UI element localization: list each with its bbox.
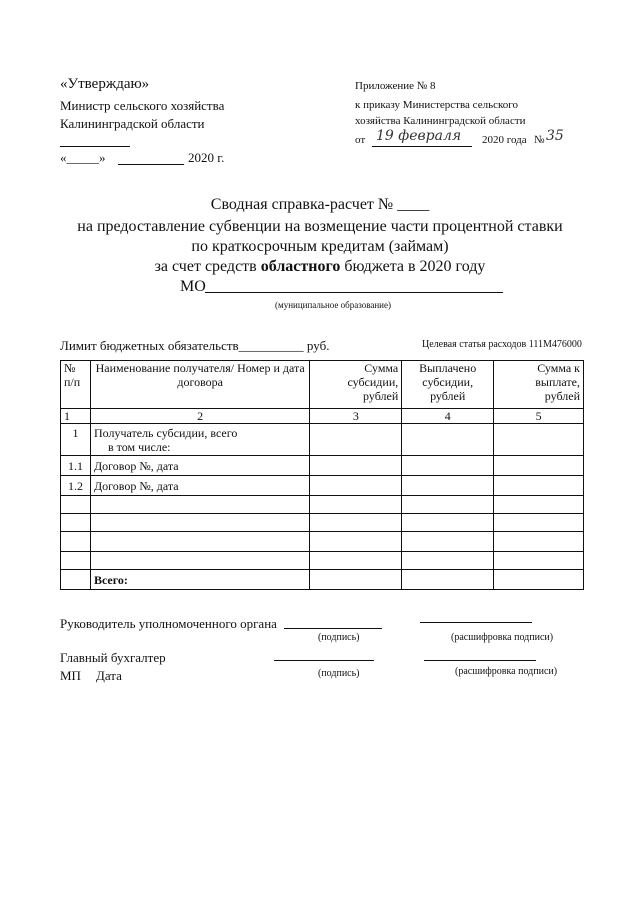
total-topay — [494, 570, 584, 590]
header-topay: Сумма к выплате, рублей — [494, 361, 584, 409]
appendix-date-line — [372, 146, 472, 147]
date-label: Дата — [96, 668, 122, 683]
table-row — [61, 514, 584, 532]
accountant-sign-line — [274, 660, 374, 661]
accountant-sign-caption: (подпись) — [318, 668, 360, 679]
approval-date-year: 2020 г. — [188, 150, 225, 165]
table-header-row — [61, 361, 584, 409]
appendix-number-label: № — [534, 134, 545, 146]
row-topay — [494, 424, 584, 456]
row-sum — [310, 476, 402, 496]
header-name: Наименование получателя/ Номер и дата договора — [90, 361, 309, 409]
mo-line — [205, 292, 503, 293]
limit-label: Лимит бюджетных обязательств__________ руб. — [60, 338, 330, 353]
row-num — [61, 532, 91, 552]
row-topay — [494, 532, 584, 552]
row-sum — [310, 532, 402, 552]
appendix-handwritten-number: 35 — [546, 128, 564, 144]
row-name: Договор №, дата — [90, 476, 309, 496]
approval-line2: Калининградской области — [60, 116, 205, 131]
mo-label: МО — [180, 278, 206, 295]
row-topay — [494, 476, 584, 496]
heading-line2: на предоставление субвенции на возмещение части процентной ставки — [77, 218, 563, 235]
heading-line3: по краткосрочным кредитам (займам) — [191, 238, 449, 255]
row-num — [61, 552, 91, 570]
colnum-3: 3 — [310, 409, 402, 424]
head-decode-caption: (расшифровка подписи) — [451, 632, 554, 643]
heading-line4-post: бюджета в 2020 году — [340, 258, 486, 275]
row-topay — [494, 456, 584, 476]
row-paid — [402, 496, 494, 514]
table-row — [61, 456, 584, 476]
row-paid — [402, 476, 494, 496]
row-topay — [494, 552, 584, 570]
row-name-sub: в том числе: — [107, 440, 171, 454]
accountant-label: Главный бухгалтер — [60, 650, 166, 665]
row-name — [90, 424, 309, 456]
row-num — [61, 496, 91, 514]
row-name-main: Получатель субсидии, всего — [93, 426, 238, 440]
row-name — [90, 496, 309, 514]
row-num: 1.2 — [61, 476, 91, 496]
row-sum — [310, 456, 402, 476]
total-label: Всего: — [90, 570, 309, 590]
appendix-line3: хозяйства Калининградской области — [355, 115, 526, 127]
row-paid — [402, 552, 494, 570]
appendix-handwritten-date: 19 февраля — [376, 128, 462, 144]
row-num — [61, 514, 91, 532]
table-row — [61, 496, 584, 514]
table-colnum-row — [61, 409, 584, 424]
total-paid — [402, 570, 494, 590]
head-label: Руководитель уполномоченного органа — [60, 616, 277, 631]
colnum-1: 1 — [61, 409, 91, 424]
approval-title: «Утверждаю» — [60, 76, 150, 92]
stamp-label: МП — [60, 668, 81, 683]
header-sum: Сумма субсидии, рублей — [310, 361, 402, 409]
head-sign-line — [284, 628, 382, 629]
row-paid — [402, 456, 494, 476]
table-row — [61, 476, 584, 496]
table-row — [61, 424, 584, 456]
row-topay — [494, 514, 584, 532]
appendix-year: 2020 года — [482, 134, 527, 146]
head-sign-caption: (подпись) — [318, 632, 360, 643]
accountant-decode-caption: (расшифровка подписи) — [455, 666, 558, 677]
heading-line4 — [0, 258, 640, 276]
mo-caption: (муниципальное образование) — [275, 300, 391, 310]
target-article: Целевая статья расходов 111М476000 — [422, 339, 582, 350]
row-sum — [310, 514, 402, 532]
row-name — [90, 552, 309, 570]
row-name — [90, 514, 309, 532]
colnum-2: 2 — [90, 409, 309, 424]
total-num — [61, 570, 91, 590]
row-sum — [310, 496, 402, 514]
header-num: № п/п — [61, 361, 91, 409]
subsidy-table — [60, 360, 584, 590]
table-total-row — [61, 570, 584, 590]
appendix-line2: к приказу Министерства сельского — [355, 99, 518, 111]
table-row — [61, 552, 584, 570]
total-sum — [310, 570, 402, 590]
colnum-4: 4 — [402, 409, 494, 424]
approval-date-line — [118, 164, 184, 165]
row-num: 1 — [61, 424, 91, 456]
row-paid — [402, 424, 494, 456]
row-name: Договор №, дата — [90, 456, 309, 476]
header-paid: Выплачено субсидии, рублей — [402, 361, 494, 409]
row-topay — [494, 496, 584, 514]
table-row — [61, 532, 584, 552]
colnum-5: 5 — [494, 409, 584, 424]
heading-line4-pre: за счет средств — [154, 258, 261, 275]
head-decode-line — [420, 622, 532, 623]
row-sum — [310, 424, 402, 456]
row-sum — [310, 552, 402, 570]
approval-line1: Министр сельского хозяйства — [60, 98, 225, 113]
row-paid — [402, 514, 494, 532]
accountant-decode-line — [424, 660, 536, 661]
heading-line1: Сводная справка-расчет № ____ — [210, 196, 430, 213]
row-name — [90, 532, 309, 552]
heading-line4-bold: областного — [260, 258, 341, 275]
row-paid — [402, 532, 494, 552]
appendix-from: от — [355, 134, 366, 146]
approval-date-prefix: «_____» — [60, 150, 106, 165]
row-num: 1.1 — [61, 456, 91, 476]
appendix-line1: Приложение № 8 — [355, 80, 436, 92]
approval-signature-line — [60, 146, 130, 147]
